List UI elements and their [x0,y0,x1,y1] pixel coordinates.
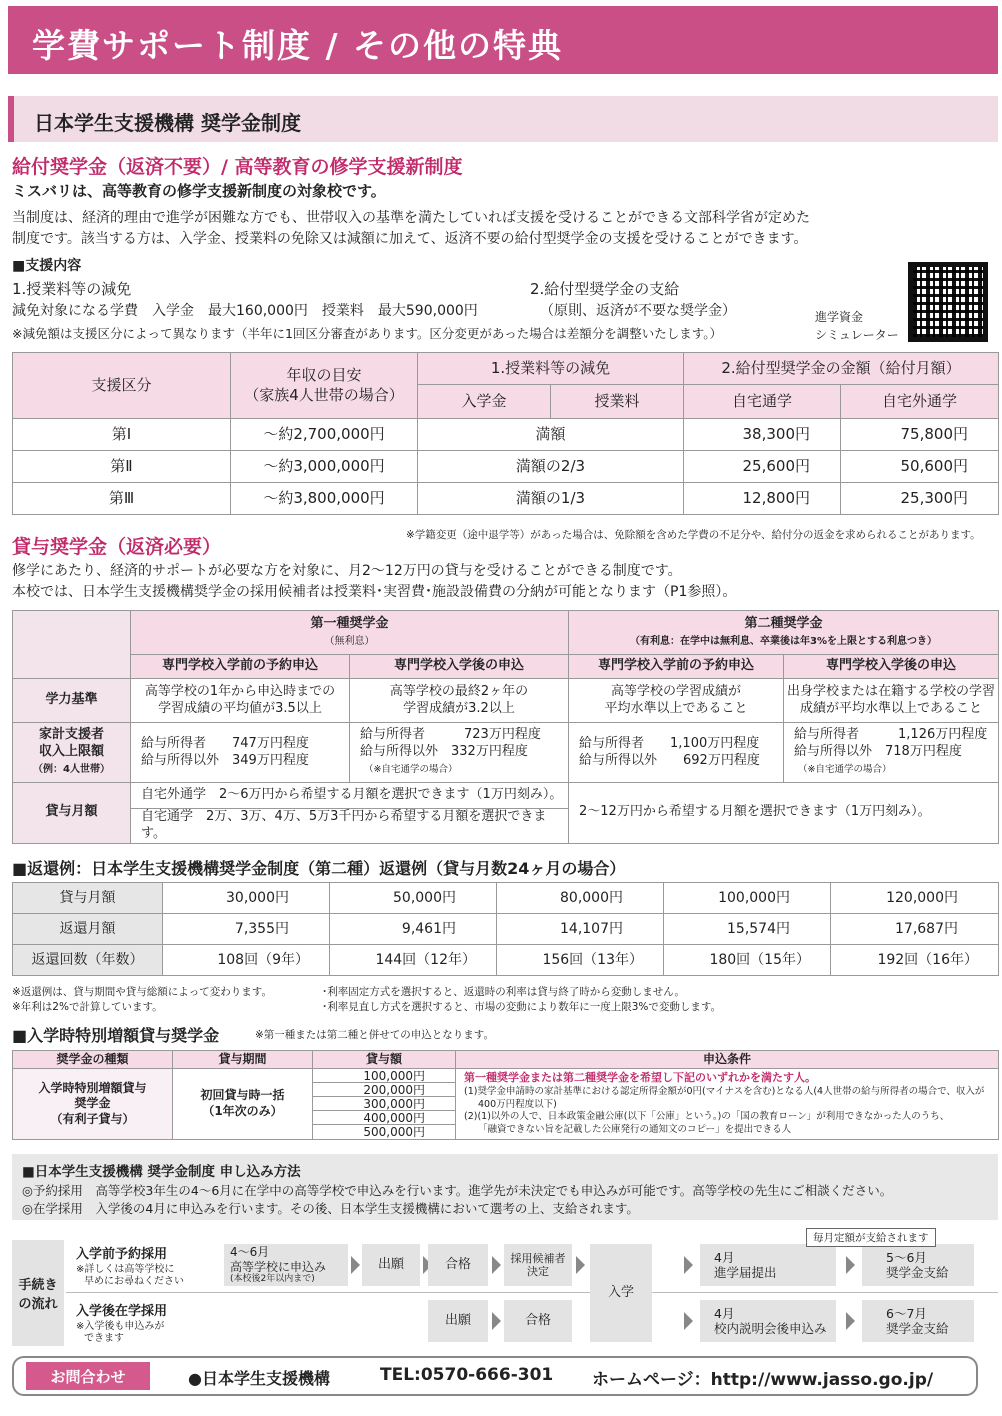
arrow-icon [492,1256,501,1274]
kyufu-desc-1: 当制度は、経済的理由で進学が困難な方でも、世帯収入の基準を満たしていれば支援を受けることができる文部科学省が定めた [12,210,810,226]
th-kubun: 支援区分 [13,353,231,419]
th-jitakugai: 自宅外通学 [841,385,999,419]
th-nyugaku: 入学金 [418,385,551,419]
arrow-icon [351,1256,360,1274]
table-row: 学力基準 高等学校の1年から申込時までの 学習成績の平均値が3.5以上 高等学校の最終2ヶ年の 学習成績が3.2以上 高等学校の学習成績が 平均水準以上であること 出身学校または在籍する学校の学習 成績が平均水準以上であること [13,679,999,723]
flow-step-shutsugan: 出願 [362,1244,420,1286]
flow-step-kounai: 4月 校内説明会後申込み [700,1300,836,1342]
page-title: 学費サポート制度 / その他の特典 [8,6,998,74]
support-heading: ■支援内容 [12,258,82,274]
apply-line-2: ◎在学採用 入学後の4月に申込みを行います。その後、日本学生支援機構において選考の上、支給されます。 [22,1201,639,1216]
arrow-icon [492,1312,501,1330]
table-row: 自宅通学 2万、3万、4万、5万3千円から希望する月額を選択できます。 [13,809,999,844]
table-row: 返還回数（年数） 108回（9年） 144回（12年） 156回（13年） 180回（15年） 192回（16年） [13,945,999,976]
qr-label-2: シミュレーター [815,328,899,342]
contact-tel: TEL:0570-666-301 [380,1365,554,1385]
support-item-2-detail: （原則、返済が不要な奨学金） [540,303,736,319]
table-row: 入学時特別増額貸与 奨学金 （有利子貸与） 初回貸与時一括 （1年次のみ） 100,000円 200,000円 300,000円 400,000円 500,000円 第一種奨学金または第二種奨学金を希望し下記のいずれかを満たす人。 (1)奨学金申請時の家計基準における認定所得金額が0円(マイナスを含む)となる人(4人世帯の給与所得者の場合で、収入が 400万円程度以下) (2)(1)以外の人で、日本政策金融公庫(以下「公庫」という。)の「国の教育ローン」が利用できなかった人のうち、 「融資できない旨を記載した公庫発行の通知文のコピー」を提出できる人 [13,1069,999,1140]
support-note: ※減免額は支援区分によって異なります（半年に1回区分審査があります。区分変更があった場合は差額分を調整いたします。） [12,326,723,341]
flow-bubble: 毎月定額が支給されます [806,1228,936,1247]
flow-pre-note-1: ※詳しくは高等学校に [76,1264,175,1275]
support-item-1: 1.授業料等の減免 [12,280,132,298]
table-row: 第Ⅰ ～約2,700,000円 満額 38,300円 75,800円 [13,419,999,451]
flow-step-shingakutodoke: 4月 進学届提出 [700,1244,836,1286]
kyufu-desc-2: 制度です。該当する方は、入学金、授業料の免除又は減額に加えて、返済不要の給付型奨学金の支援を受けることができます。 [12,231,808,247]
flow-pre-note-2: 早めにお尋ねください [84,1276,184,1287]
taiyo-title: 貸与奨学金（返済必要） [12,536,222,558]
flow-step-candidate: 採用候補者 決定 [504,1244,572,1286]
section-title: 日本学生支援機構 奨学金制度 [8,96,998,142]
th-jitaku: 自宅通学 [684,385,841,419]
henkan-note-2: ※年利は2%で計算しています。 [12,1001,163,1013]
flow-step-shikyu-2: 6～7月 奨学金支給 [862,1300,974,1342]
zogaku-table: 奨学金の種類 貸与期間 貸与額 申込条件 入学時特別増額貸与 奨学金 （有利子貸与） 初回貸与時一括 （1年次のみ） 100,000円 200,000円 300,000円 400,000円 500,000円 第一種奨学金または第二種奨学金を希望し下記のいずれかを満たす人。 (1)奨学金申請時の家計基準における認定所得金額が0円(マイナスを含む)となる人(4人世帯の給与所得者の場合で、収入が 400万円程度以下) (2)(1)以外の人で、日本政策金融公庫(以下「公庫」という。)の「国の教育ローン」が利用できなかった人のうち、 「融資できない旨を記載した公庫発行の通知文のコピー」を提出できる人 [12,1050,999,1140]
arrow-icon [684,1312,693,1330]
flow-post-note-2: できます [84,1333,124,1344]
zogaku-title: ■入学時特別増額貸与奨学金 [12,1026,220,1045]
henkan-note-3: ･利率固定方式を選択すると、返還時の利率は貸与終了時から変動しません。 [322,986,685,998]
flow-pre-title: 入学前予約採用 [76,1247,168,1262]
flow-step-apply-hs: 4～6月 高等学校に申込み (本校後2年以内まで) [224,1244,348,1286]
flow-post-title: 入学後在学採用 [76,1304,168,1319]
henkan-table [12,882,999,976]
support-item-2: 2.給付型奨学金の支給 [530,280,680,298]
table-row: 第Ⅲ ～約3,800,000円 満額の1/3 12,800円 25,300円 [13,483,999,515]
contact-org: ●日本学生支援機構 [188,1369,330,1388]
apply-line-1: ◎予約採用 高等学校3年生の4～6月に在学中の高等学校で申込みを行います。進学先が未決定でも申込みが可能です。高等学校の先生にご相談ください。 [22,1183,893,1198]
kyufu-title: 給付奨学金（返済不要）/ 高等教育の修学支援新制度 [12,156,463,178]
contact-web-link[interactable]: ホームページ：http://www.jasso.go.jp/ [592,1370,934,1390]
flow-step-nyugaku: 入学 [590,1244,652,1342]
th-genmen: 1.授業料等の減免 [418,353,684,385]
th-kyufu: 2.給付型奨学金の金額（給付月額） [684,353,999,385]
arrow-icon [846,1312,855,1330]
support-item-1-detail: 減免対象になる学費 入学金 最大160,000円 授業料 最大590,000円 [12,303,478,319]
table-row: 返還月額 7,355円 9,461円 14,107円 15,574円 17,687円 [13,914,999,945]
qr-label-1: 進学資金 [815,310,864,324]
henkan-title: ■返還例：日本学生支援機構奨学金制度（第二種）返還例（貸与月数24ヶ月の場合） [12,859,626,878]
flow-label: 手続き の流れ [12,1240,64,1346]
table-row: 家計支援者 収入上限額 （例：4人世帯） 給与所得者 747万円程度 給与所得以外 349万円程度 給与所得者 723万円程度 給与所得以外 332万円程度 （※自宅通学の場合） 給与所得者 1,100万円程度 給与所得以外 692万円程度 給与所得者 1,126万円程度 給与所得以外 718万円程度 （※自宅通学の場合） [13,723,999,783]
table-row: 第Ⅱ ～約3,000,000円 満額の2/3 25,600円 50,600円 [13,451,999,483]
taiyo-desc-2: 本校では、日本学生支援機構奨学金の採用候補者は授業料･実習費･施設設備費の分納が可能となります（P1参照）。 [12,584,737,600]
zogaku-title-note: ※第一種または第二種と併せての申込となります。 [255,1029,494,1041]
flow-step-gokaku: 合格 [428,1244,488,1286]
apply-title: ■日本学生支援機構 奨学金制度 申し込み方法 [22,1164,301,1180]
th-daiisshu: 第一種奨学金 （無利息） [131,611,569,655]
henkan-note-1: ※返還例は、貸与期間や貸与総額によって変わります。 [12,986,272,998]
flow-divider [66,1292,998,1293]
henkan-note-4: ･利率見直し方式を選択すると、市場の変動により数年に一度上限3%で変動します。 [322,1001,722,1013]
flow-step-shutsugan-2: 出願 [428,1300,488,1342]
table-row: 貸与月額 自宅外通学 2～6万円から希望する月額を選択できます（1万円刻み）。 2～12万円から希望する月額を選択できます（1万円刻み）。 [13,783,999,809]
arrow-icon [576,1256,585,1274]
flow-step-gokaku-2: 合格 [504,1300,572,1342]
th-income: 年収の目安 （家族4人世帯の場合） [231,353,418,419]
kyufu-table-note: ※学籍変更（途中退学等）があった場合は、免除額を含めた学費の不足分や、給付分の返金を求められることがあります。 [406,529,981,541]
arrow-icon [846,1256,855,1274]
contact-label: お問合わせ [26,1362,150,1390]
th-dainishu: 第二種奨学金 （有利息：在学中は無利息、卒業後は年3%を上限とする利息つき） [569,611,999,655]
flow-step-shikyu-1: 5～6月 奨学金支給 [862,1244,974,1286]
th-jugyo: 授業料 [551,385,684,419]
qr-code-icon[interactable] [908,262,988,342]
kyufu-table [12,352,999,515]
flow-post-note-1: ※入学後も申込みが [76,1321,165,1332]
taiyo-desc-1: 修学にあたり、経済的サポートが必要な方を対象に、月2～12万円の貸与を受けることができる制度です。 [12,563,682,579]
arrow-icon [684,1256,693,1274]
table-row: 貸与月額 30,000円 50,000円 80,000円 100,000円 120,000円 [13,883,999,914]
kyufu-lead: ミスバリは、高等教育の修学支援新制度の対象校です。 [12,182,386,200]
taiyo-table: 第一種奨学金 （無利息） 第二種奨学金 （有利息：在学中は無利息、卒業後は年3%を上限とする利息つき） 専門学校入学前の予約申込 専門学校入学後の申込 専門学校入学前の予約申込 専門学校入学後の申込 学力基準 高等学校の1年から申込時までの 学習成績の平均値が3.5以上 高等学校の最終2ヶ年の 学習成績が3.2以上 高等学校の学習成績が 平均水準以上であること 出身学校または在籍する学校の学習 成績が平均水準以上であること 家計支援者 収入上限額 （例：4人世帯） 給与所得者 747万円程度 給与所得以外 349万円程度 給与所得者 723万円程度 給与所得以外 332万円程度 （※自宅通学の場合） 給与所得者 1,100万円程度 給与所得以外 692万円程度 給与所得者 1,126万円程度 給与所得以外 718万円程度 （※自宅通学の場合） 貸与月額 自宅外通学 2～6万円から希望する月額を選択できます（1万円刻み）。 2～12万円から希望する月額を選択できます（1万円刻み）。 自宅通学 2万、3万、4万、5万3千円から希望する月額を選択できます。 [12,610,999,844]
